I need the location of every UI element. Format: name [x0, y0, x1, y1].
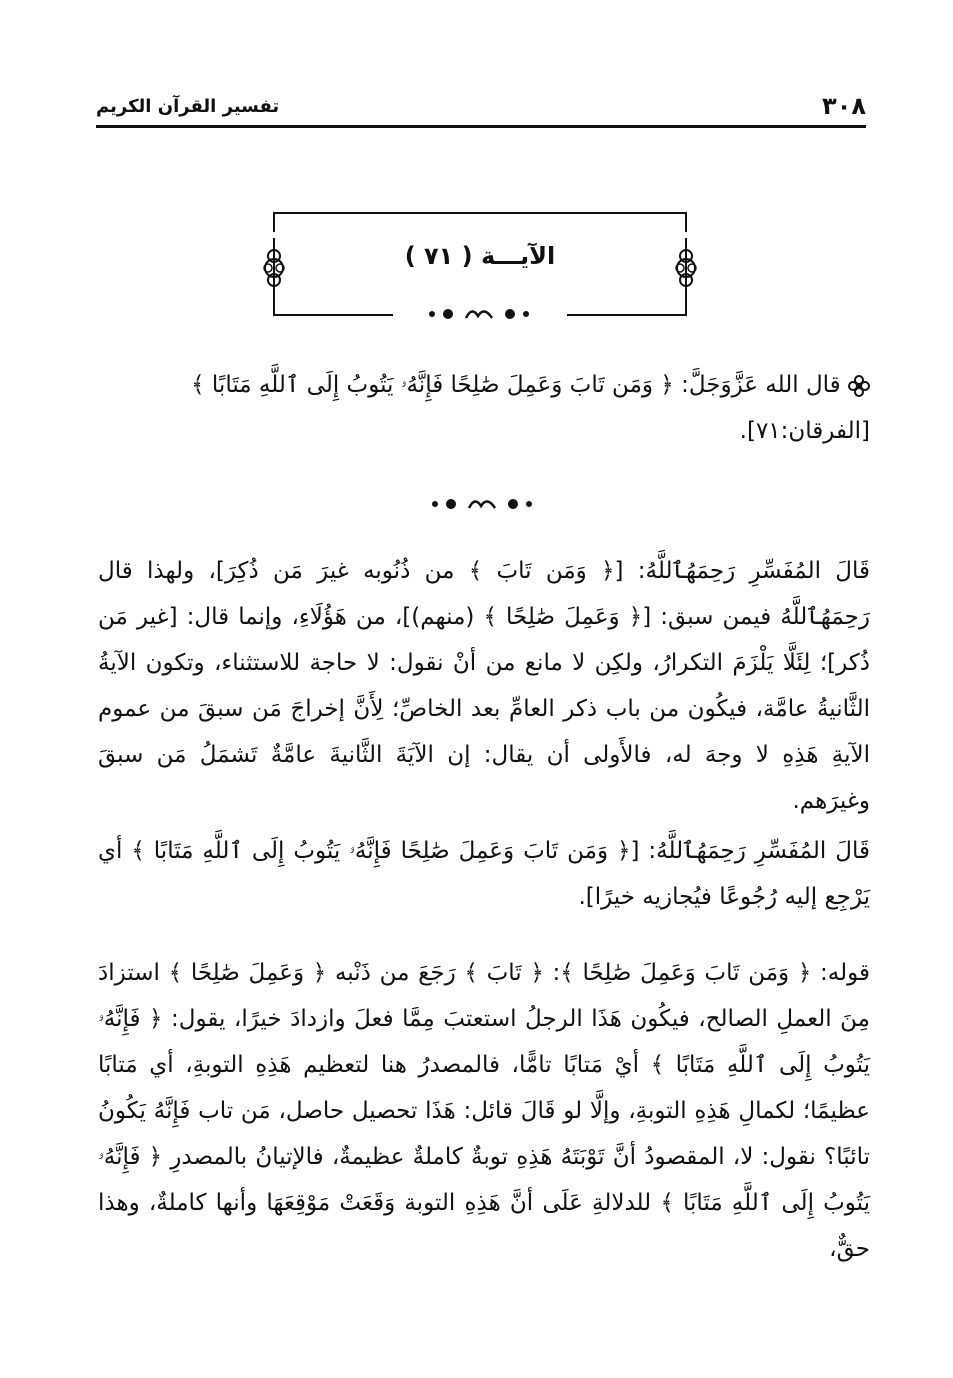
page-header [96, 92, 866, 128]
verse-reference: [الفرقان:٧١]. [739, 418, 870, 444]
dots-separator-icon [420, 304, 540, 324]
paragraph-1: قَالَ المُفَسِّرِ رَحِمَهُٱللَّهُ: [﴿ وَمَن تَابَ ﴾ من ذُنُوبه غيرَ مَن ذُكِرَ]، ولهذا قال رَحِمَهُٱللَّهُ فيمن سبق: [﴿ وَعَمِلَ صَٰلِحًا ﴾ (منهم)]، من هَؤُلَاءِ، وإنما قال: [غير مَن ذُكر]؛ لِئَلَّا يَلْزَمَ التكرارُ، ولكِن لا مانع من أنْ نقول: لا حاجة للاستثناء، وتكون الآيةُ الثَّانيةُ عامَّة، فيكُون من باب ذكر العامِّ بعد الخاصِّ؛ لِأَنَّ إخراجَ مَن سبقَ من عموم الآيةِ هَذِهِ لا وجهَ له، فالأَولى أن يقال: إن الآيَةَ الثَّانيةَ عامَّةٌ تَشمَلُ مَن سبقَ وغيرَهم. [98, 558, 870, 814]
paragraph-3: قوله: ﴿ وَمَن تَابَ وَعَمِلَ صَٰلِحًا ﴾: ﴿ تَابَ ﴾ رَجَعَ من ذَنْبه ﴿ وَعَمِلَ صَٰلِحًا ﴾ استزادَ مِنَ العملِ الصالح، فيكُون هَذَا الرجلُ استعتبَ مِمَّا فعلَ وازدادَ خيرًا، يقول: ﴿ فَإِنَّهُۥ يَتُوبُ إِلَى ٱللَّهِ مَتَابًا ﴾ أيْ مَتابًا تامًّا، فالمصدرُ هنا لتعظيم هَذِهِ التوبةِ، أي مَتابًا عظيمًا؛ لكمالِ هَذِهِ التوبةِ، وإلَّا لو قَالَ قائل: هَذَا تحصيل حاصل، مَن تاب فَإِنَّهُ يَكُونُ تائبًا؟ نقول: لا، المقصودُ أنَّ تَوْبَتَهُ هَذِهِ توبةٌ كاملةٌ عظيمةٌ، فالإتيانُ بالمصدرِ ﴿ فَإِنَّهُۥ يَتُوبُ إِلَى ٱللَّهِ مَتَابًا ﴾ للدلالةِ عَلَى أنَّ هَذِهِ التوبة وَقَعَتْ مَوْقِعَهَا وأنها كاملةٌ، وهذا حقٌّ، [98, 960, 870, 1262]
ayah-heading-frame [245, 212, 715, 324]
page-number: ٣٠٨ [822, 92, 866, 120]
book-title: تفسير القرآن الكريم [96, 96, 280, 117]
ayah-title: الآيـــة ( ٧١ ) [404, 242, 556, 270]
paragraph-2: قَالَ المُفَسِّرِ رَحِمَهُٱللَّهُ: [﴿ وَمَن تَابَ وَعَمِلَ صَٰلِحًا فَإِنَّهُۥ يَتُوبُ إِلَى ٱللَّهِ مَتَابًا ﴾ أي يَرْجِع إليه رُجُوعًا فيُجازيه خيرًا]. [98, 838, 870, 910]
verse-text: قال الله عَزَّوَجَلَّ: ﴿ وَمَن تَابَ وَعَمِلَ صَٰلِحًا فَإِنَّهُۥ يَتُوبُ إِلَى ٱللَّهِ مَتَابًا ﴾ [191, 372, 841, 398]
header-rule [96, 125, 866, 128]
flower-icon [848, 375, 870, 397]
dots-separator-icon [423, 494, 543, 514]
verse-quote [98, 362, 870, 454]
